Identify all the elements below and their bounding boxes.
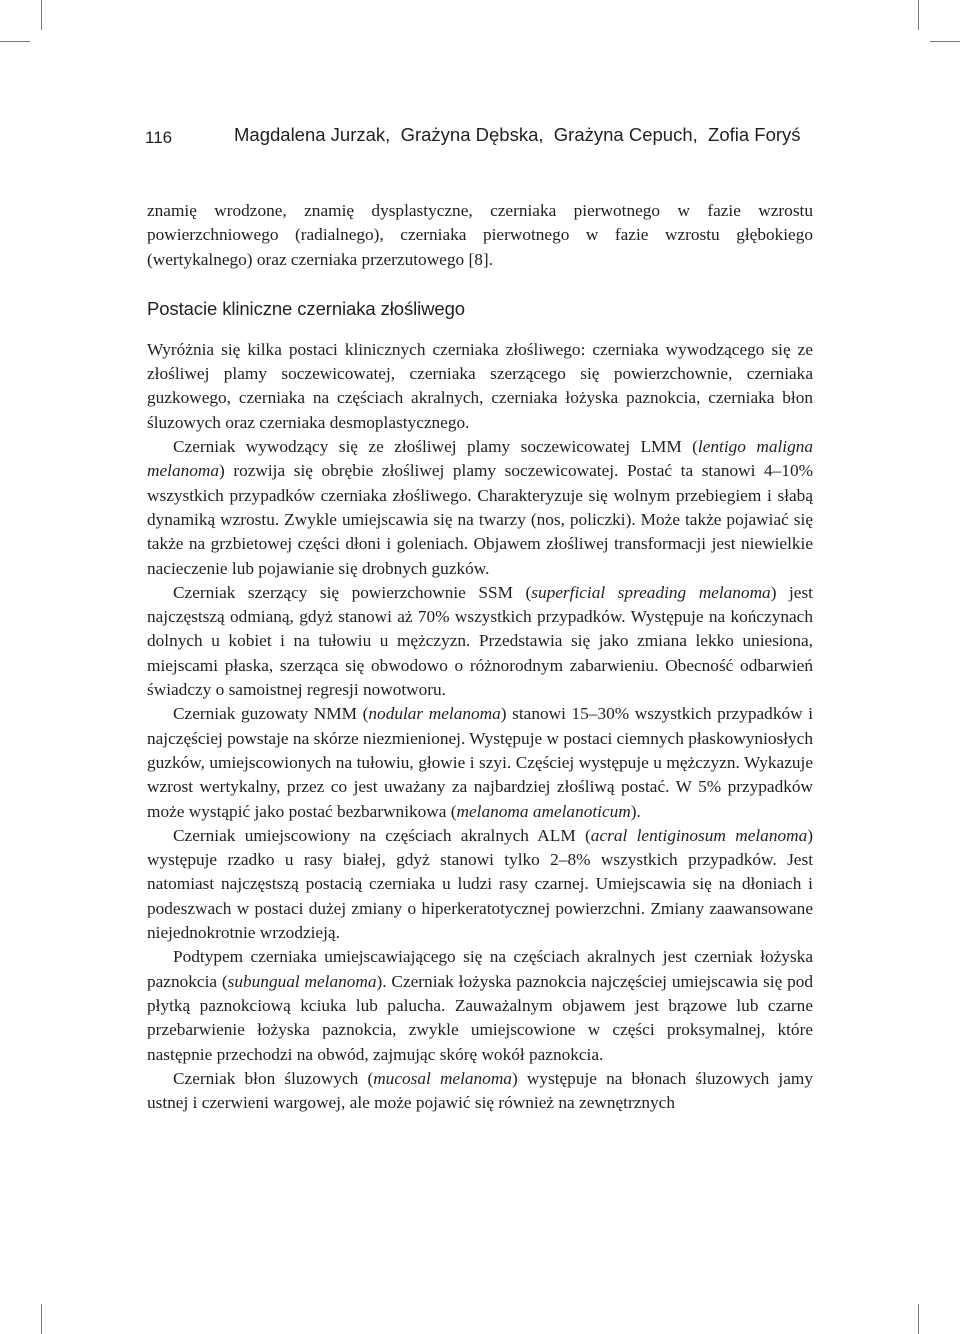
crop-mark-left: [0, 41, 30, 42]
body-text: [147, 199, 813, 1115]
crop-mark-bottom-right: [918, 1304, 919, 1334]
paragraph-2: Czerniak wywodzący się ze złośliwej plamy soczewicowatej LMM (lentigo maligna melanoma) rozwija się obrębie złośliwej plamy soczewicowatej. Postać ta stanowi 4–10% wszystkich przypadków czerniaka złośliwego. Charakteryzuje się wolnym przebiegiem i słabą dynamiką wzrostu. Zwykle umiejscawia się na twarzy (nos, policzki). Może także pojawiać się także na grzbietowej części dłoni i goleniach. Objawem złośliwej transformacji jest niewielkie nacieczenie lub pojawianie się drobnych guzków.: [147, 437, 813, 578]
paragraph-3: Czerniak szerzący się powierzchownie SSM (superficial spreading melanoma) jest najczęstszą odmianą, gdyż stanowi aż 70% wszystkich przypadków. Występuje na kończynach dolnych u kobiet i na tułowiu u mężczyzn. Przedstawia się jako zmiana lekko uniesiona, miejscami płaska, szerząca się obwodowo o różnorodnym zabarwieniu. Obecność odbarwień świadczy o samoistnej regresji nowotworu.: [147, 582, 813, 700]
intro-paragraph: znamię wrodzone, znamię dysplastyczne, czerniaka pierwotnego w fazie wzrostu powierzchniowego (radialnego), czerniaka pierwotnego w fazie wzrostu głębokiego (wertykalnego) oraz czerniaka przerzutowego [8].: [147, 201, 813, 269]
paragraph-5: Czerniak umiejscowiony na częściach akralnych ALM (acral lentiginosum melanoma) występuje rzadko u rasy białej, gdyż stanowi tylko 2–8% wszystkich przypadków. Jest natomiast najczęstszą postacią czerniaka u ludzi rasy czarnej. Umiejscawia się na dłoniach i podeszwach w postaci dużej zmiany o hiperkeratotycznej powierzchni. Zmiany zaawansowane niejednokrotnie wrzodzieją.: [147, 825, 813, 943]
paragraph-6: Podtypem czerniaka umiejscawiającego się na częściach akralnych jest czerniak łożyska paznokcia (subungual melanoma). Czerniak łożyska paznokcia najczęściej umiejscawia się pod płytką paznokciową kciuka lub palucha. Zauważalnym objawem jest brązowe lub czarne przebarwienie łożyska paznokcia, zwykle umiejscowione w części proksymalnej, które następnie przechodzi na obwód, zajmując skórę wokół paznokcia.: [147, 947, 814, 1064]
paragraph-7: Czerniak błon śluzowych (mucosal melanoma) występuje na błonach śluzowych jamy ustnej i czerwieni wargowej, ale może pojawić się również na zewnętrznych: [147, 1068, 813, 1113]
crop-mark-right: [930, 41, 960, 42]
crop-mark-top-left: [41, 0, 42, 30]
page-number: 116: [145, 128, 173, 147]
running-head-authors: Magdalena Jurzak, Grażyna Dębska, Grażyna Cepuch, Zofia Foryś: [234, 124, 801, 145]
paragraph-4: Czerniak guzowaty NMM (nodular melanoma) stanowi 15–30% wszystkich przypadków i najczęściej powstaje na skórze niezmienionej. Występuje w postaci ciemnych płaskowyniosłych guzków, umiejscowionych na tułowiu, głowie i szyi. Częściej występuje u mężczyzn. Wykazuje wzrost wertykalny, przez co jest uważany za najbardziej złośliwą postać. W 5% przypadków może wystąpić jako postać bezbarwnikowa (melanoma amelanoticum).: [147, 704, 814, 821]
crop-mark-bottom-left: [41, 1304, 42, 1334]
crop-mark-top-right: [918, 0, 919, 30]
section-heading: Postacie kliniczne czerniaka złośliwego: [147, 297, 465, 319]
paragraph-1: Wyróżnia się kilka postaci klinicznych czerniaka złośliwego: czerniaka wywodzącego się ze złośliwej plamy soczewicowatej, czerniaka szerzącego się powierzchownie, czerniaka guzkowego, czerniaka na częściach akralnych, czerniaka łożyska paznokcia, czerniaka błon śluzowych oraz czerniaka desmoplastycznego.: [147, 339, 813, 432]
